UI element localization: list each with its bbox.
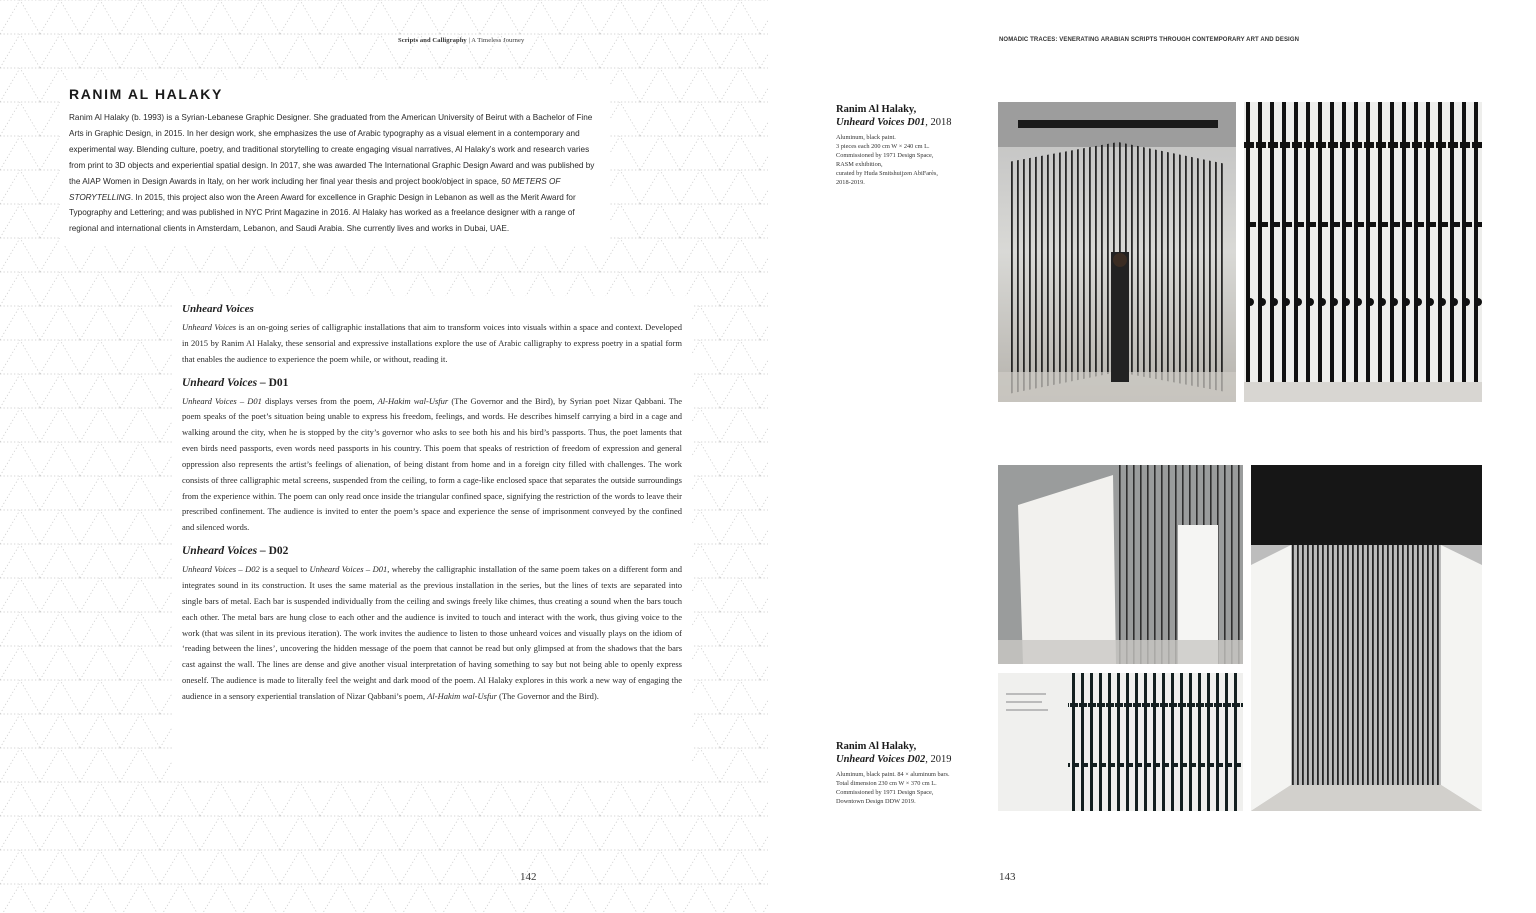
- d02-paragraph: [182, 562, 682, 705]
- caption-d02-line3: Commissioned by 1971 Design Space,: [836, 789, 934, 797]
- intro-lead: Unheard Voices: [182, 322, 237, 332]
- d01-paragraph: [182, 394, 682, 537]
- d02-heading-title: Unheard Voices –: [182, 545, 269, 558]
- d02-hanging-bars-detail-photo: [998, 673, 1243, 811]
- caption-d01-line3: Commissioned by 1971 Design Space,: [836, 152, 934, 160]
- bio-italic-title: 50 METERS OF STORYTELLING: [69, 176, 561, 202]
- caption-d01-details: [836, 133, 991, 188]
- caption-d01-line1: Aluminum, black paint.: [836, 134, 896, 141]
- d01-text-2: (The Governor and the Bird), by Syrian poet Nizar Qabbani. The poem speaks of the poet’s situation being unable to express his freedom, feelings, and words. He describes himself carrying a bird in a cage and walking around the city, when he is stopped by the city’s governor who asks to see both his and his bird’s passports. Thus, the poet laments that even birds need passports, even words need passports in his country. This poem that speaks of restriction of freedom of expression and general oppression also represents the artist’s feelings of alienation, of being distant from home and in a foreign city filled with challenges. The work consists of three calligraphic metal screens, suspended from the ceiling, to form a cage-like enclosed space that separates the outside surroundings from the experience within. The poem can only read once inside the triangular confined space, signifying the restriction of the words to leave their prescribed confinement. The audience is invited to enter the poem’s space and experience the sense of imprisonment conveyed by the confined and silenced words.: [182, 395, 682, 533]
- caption-d02-details: [836, 770, 991, 806]
- caption-d02: [836, 740, 991, 806]
- d02-text-3: (The Governor and the Bird).: [496, 690, 599, 701]
- artist-name-heading: RANIM AL HALAKY: [69, 86, 223, 102]
- d02-heading-code: D02: [268, 545, 289, 558]
- caption-d01: [836, 103, 991, 188]
- d02-text-1: is a sequel to: [259, 564, 310, 575]
- d01-lead: Unheard Voices – D01: [182, 395, 262, 406]
- running-header-left: [398, 37, 524, 44]
- d01-heading-code: D01: [268, 376, 289, 389]
- caption-d01-line2: 3 pieces each 200 cm W × 240 cm L.: [836, 143, 930, 151]
- caption-d02-line2: Total dimension 230 cm W × 370 cm L.: [836, 780, 937, 788]
- caption-d02-year: , 2019: [925, 754, 952, 765]
- caption-d01-year: , 2018: [925, 117, 952, 128]
- d01-text-1: displays verses from the poem,: [261, 395, 378, 406]
- page-number-left: 142: [520, 871, 537, 883]
- bio-text-part1: Ranim Al Halaky (b. 1993) is a Syrian-Lebanese Graphic Designer. She graduated from the American University of Beirut with a Bachelor of Fine Arts in Graphic Design, in 2015. In her design work, she emphasizes the use of Arabic typography as a visual element in a contemporary and experimental way. Blending culture, poetry, and traditional storytelling to create engaging visual narratives, Al Halaky’s work and research varies from print to 3D objects and experiential spatial design. In 2017, she was awarded The International Graphic Design Award and was published by the AIAP Women in Design Awards in Italy, on her work including her final year thesis and project book/object in space,: [69, 113, 595, 186]
- running-header-right: NOMADIC TRACES: VENERATING ARABIAN SCRIPTS THROUGH CONTEMPORARY ART AND DESIGN: [999, 37, 1300, 43]
- caption-d01-work: [836, 116, 991, 129]
- intro-paragraph: [182, 320, 682, 368]
- d01-heading: [182, 377, 682, 389]
- caption-d02-line1: Aluminum, black paint. 84 × aluminum bars.: [836, 771, 950, 778]
- caption-d01-line4: RASM exhibition,: [836, 161, 883, 169]
- intro-text: is an on-going series of calligraphic installations that aim to transform voices into visuals within a space and context. Developed in 2015 by Ranim Al Halaky, these sensorial and expressive installations explore the use of Arabic calligraphy to express poetry in a spatial form that enables the audience to experience the poem while, or without, reading it.: [182, 322, 682, 364]
- d02-reference: Unheard Voices – D01: [309, 564, 388, 575]
- d02-exhibition-wall-photo: [998, 465, 1243, 664]
- caption-d02-line4: Downtown Design DDW 2019.: [836, 798, 916, 806]
- artist-bio: [69, 110, 602, 237]
- intro-heading: Unheard Voices: [182, 303, 254, 315]
- page-number-right: 143: [999, 871, 1016, 883]
- caption-d02-artist: Ranim Al Halaky,: [836, 741, 917, 752]
- header-section: Scripts and Calligraphy: [398, 37, 467, 44]
- header-subtitle: A Timeless Journey: [471, 37, 525, 44]
- d01-installation-with-visitor-photo: [998, 102, 1236, 402]
- caption-d02-work: [836, 753, 991, 766]
- caption-d01-line5: curated by Huda Smitshuijzen AbiFarès,: [836, 170, 938, 178]
- caption-d01-title: Unheard Voices D01: [836, 117, 926, 128]
- header-separator: |: [466, 37, 472, 44]
- d02-text-2: , whereby the calligraphic installation of the same poem takes on a different form and integrates sound in its construction. It uses the same material as the previous installation in the series, but the lines of texts are separated into single bars of metal. Each bar is suspended individually from the ceiling and swings freely like chimes, thus creating a sound when the bars touch each other. The metal bars are hung close to each other and the audience is invited to touch and interact with the work, thus giving voice to the work (that was silent in its previous iteration). The work invites the audience to listen to those unheard voices and visually plays on the idiom of ‘reading between the lines’, uncovering the hidden message of the poem that cannot be read but only glimpsed at from the shadows that the bars cast against the wall. The lines are dense and give another visual interpretation of having something to say but not being able to openly express oneself. The audience is made to literally feel the weight and dark mood of the poem. Al Halaky explores in this work a new way of engaging the audience in a sensory experiential translation of Nizar Qabbani’s poem,: [182, 564, 682, 701]
- d01-heading-title: Unheard Voices –: [182, 376, 269, 389]
- caption-d01-artist: Ranim Al Halaky,: [836, 104, 917, 115]
- caption-d01-line6: 2018-2019.: [836, 179, 865, 187]
- d02-heading: [182, 545, 682, 557]
- bio-text-part2: . In 2015, this project also won the Areen Award for excellence in Graphic Design in Lebanon as well as the Merit Award for Typography and Lettering; and was published in NYC Print Magazine in 2016. Al Halaky has worked as a freelance designer with a range of regional and international clients in Amsterdam, Lebanon, and Saudi Arabia. She currently lives and works in Dubai, UAE.: [69, 192, 576, 234]
- essay-body: [182, 303, 682, 714]
- d02-interior-corridor-photo: [1251, 465, 1482, 811]
- caption-d02-title: Unheard Voices D02: [836, 754, 926, 765]
- d02-lead: Unheard Voices – D02: [182, 564, 260, 575]
- d01-poem-title: Al-Hakim wal-Usfur: [377, 395, 449, 406]
- d01-calligraphy-closeup-photo: [1244, 102, 1482, 402]
- d02-poem-title: Al-Hakim wal-Usfur: [427, 690, 497, 701]
